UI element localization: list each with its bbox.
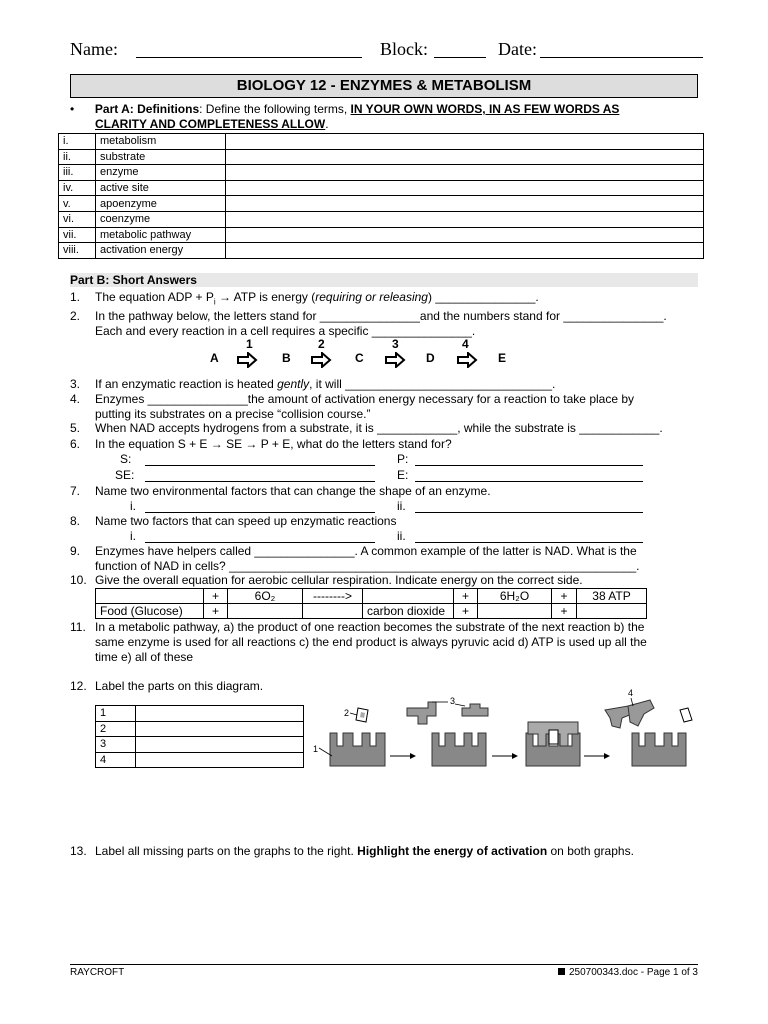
equation-cell[interactable] — [96, 589, 204, 604]
diagram-label-2: 2 — [344, 708, 350, 718]
question-4: 4. Enzymes _______________the amount of activation energy necessary for a reaction to take place by putting its substrates on a precise “collision course.” — [70, 392, 635, 421]
part-b-heading: Part B: Short Answers — [70, 273, 698, 287]
term-number: vi. — [59, 211, 96, 227]
block-field[interactable] — [434, 57, 486, 58]
s-answer-line[interactable] — [145, 465, 375, 466]
p-answer-line[interactable] — [415, 465, 643, 466]
diagram-label-3: 3 — [450, 696, 456, 706]
pathway-letter-c: C — [355, 351, 364, 365]
term-number: i. — [59, 134, 96, 150]
pathway-number-2: 2 — [318, 337, 325, 351]
equation-cell: + — [204, 589, 228, 604]
e-label: E: — [397, 468, 409, 482]
part-a-heading: Part A: Definitions — [94, 102, 200, 116]
term-number: viii. — [59, 243, 96, 259]
equation-row-1 — [96, 589, 647, 604]
equation-cell: carbon dioxide — [363, 604, 454, 619]
arrow-icon — [456, 352, 478, 368]
se-answer-line[interactable] — [145, 481, 375, 482]
arrow-icon — [384, 352, 406, 368]
arrow-icon — [310, 352, 332, 368]
equation-cell: 6H₂O — [478, 589, 552, 604]
definition-row — [59, 134, 704, 150]
definition-answer[interactable] — [226, 149, 704, 165]
question-8: 8. Name two factors that can speed up enzymatic reactions — [70, 514, 397, 528]
q8-answer-i[interactable] — [145, 542, 375, 543]
enzyme-shape — [330, 733, 385, 766]
equation-cell: Food (Glucose) — [96, 604, 204, 619]
question-13: 13. Label all missing parts on the graphs to the right. Highlight the energy of activation on both graphs. — [70, 844, 634, 858]
p-label: P: — [397, 452, 409, 466]
term-number: vii. — [59, 227, 96, 243]
definition-answer[interactable] — [226, 211, 704, 227]
term-name: metabolism — [96, 134, 226, 150]
question-6: 6. In the equation S + E → SE → P + E, what do the letters stand for? — [70, 437, 452, 451]
term-name: substrate — [96, 149, 226, 165]
equation-cell: --------> — [303, 589, 363, 604]
q7-label-i: i. — [130, 499, 136, 513]
equation-row-2 — [96, 604, 647, 619]
label-number: 2 — [96, 721, 136, 737]
document-icon — [558, 968, 565, 975]
q7-answer-i[interactable] — [145, 512, 375, 513]
term-number: iv. — [59, 180, 96, 196]
equation-cell[interactable] — [228, 604, 303, 619]
definition-answer[interactable] — [226, 134, 704, 150]
definitions-table — [58, 133, 704, 259]
definition-row — [59, 243, 704, 259]
question-9: 9. Enzymes have helpers called _______________. A common example of the latter is NAD. What is the function of NAD in cells? _____________________________________________________________. — [70, 544, 640, 573]
s-label: S: — [120, 452, 132, 466]
label-number: 4 — [96, 752, 136, 768]
term-name: enzyme — [96, 165, 226, 181]
question-10: 10. Give the overall equation for aerobic cellular respiration. Indicate energy on the correct side. — [70, 573, 583, 587]
label-number: 3 — [96, 737, 136, 753]
term-name: active site — [96, 180, 226, 196]
block-label: Block: — [380, 39, 428, 59]
respiration-equation-table — [95, 588, 647, 619]
pathway-number-4: 4 — [462, 337, 469, 351]
equation-cell — [303, 604, 363, 619]
equation-cell: + — [454, 589, 478, 604]
equation-cell: + — [204, 604, 228, 619]
part-a-instructions: • Part A: Definitions: Define the following terms, IN YOUR OWN WORDS, IN AS FEW WORDS AS — [70, 102, 620, 116]
term-name: metabolic pathway — [96, 227, 226, 243]
term-name: apoenzyme — [96, 196, 226, 212]
equation-cell: + — [552, 589, 577, 604]
definition-answer[interactable] — [226, 227, 704, 243]
pathway-letter-e: E — [498, 351, 507, 365]
definition-row — [59, 149, 704, 165]
definition-answer[interactable] — [226, 243, 704, 259]
definition-answer[interactable] — [226, 180, 704, 196]
label-answer[interactable] — [136, 721, 304, 737]
name-label: Name: — [70, 39, 118, 59]
q8-answer-ii[interactable] — [415, 542, 643, 543]
footer-author: RAYCROFT — [70, 967, 125, 978]
definition-row — [59, 165, 704, 181]
e-answer-line[interactable] — [415, 481, 643, 482]
q8-label-i: i. — [130, 529, 136, 543]
name-field[interactable] — [136, 57, 362, 58]
term-name: activation energy — [96, 243, 226, 259]
label-answer[interactable] — [136, 737, 304, 753]
term-number: ii. — [59, 149, 96, 165]
diagram-label-1: 1 — [313, 744, 319, 754]
pathway-number-3: 3 — [392, 337, 399, 351]
question-12: 12. Label the parts on this diagram. — [70, 679, 264, 693]
equation-cell: + — [552, 604, 577, 619]
footer-page-info: 250700343.doc - Page 1 of 3 — [558, 967, 698, 978]
pathway-number-1: 1 — [246, 337, 253, 351]
q7-label-ii: ii. — [397, 499, 406, 513]
q8-label-ii: ii. — [397, 529, 406, 543]
term-name: coenzyme — [96, 211, 226, 227]
definition-row — [59, 227, 704, 243]
equation-cell[interactable] — [478, 604, 552, 619]
arrow-icon — [236, 352, 258, 368]
question-11: 11. In a metabolic pathway, a) the product of one reaction becomes the substrate of the next reaction b) the same enzyme is used for all reactions c) the end product is always pyruvic acid d) ATP is used up all the time e) all of these — [70, 620, 647, 664]
equation-cell[interactable] — [363, 589, 454, 604]
pathway-diagram — [200, 337, 520, 377]
enzyme-substrate-diagram — [310, 688, 700, 778]
question-2: 2. In the pathway below, the letters stand for _______________and the numbers stand for _______________. Each and every reaction in a cell requires a specific _______________. — [70, 309, 667, 338]
part-a-instructions-cont: CLARITY AND COMPLETENESS ALLOW. — [95, 117, 329, 131]
diagram-label-4: 4 — [628, 688, 634, 698]
question-3: 3. If an enzymatic reaction is heated gently, it will _______________________________. — [70, 377, 556, 391]
definition-row — [59, 196, 704, 212]
label-table — [95, 705, 304, 768]
date-label: Date: — [498, 39, 537, 59]
definition-row — [59, 180, 704, 196]
equation-cell: + — [454, 604, 478, 619]
label-number: 1 — [96, 706, 136, 722]
label-answer[interactable] — [136, 706, 304, 722]
bullet: • — [70, 102, 75, 116]
pathway-letter-b: B — [282, 351, 291, 365]
date-field[interactable] — [540, 57, 703, 58]
worksheet-title: BIOLOGY 12 - ENZYMES & METABOLISM — [70, 74, 698, 98]
question-1: 1. The equation ADP + $P_i$ → ATP is energy (requiring or releasing) _______________. — [70, 290, 539, 307]
se-label: SE: — [115, 468, 135, 482]
pathway-letter-d: D — [426, 351, 435, 365]
label-answer[interactable] — [136, 752, 304, 768]
pathway-letter-a: A — [210, 351, 219, 365]
header — [70, 37, 710, 63]
definition-row — [59, 211, 704, 227]
definition-answer[interactable] — [226, 165, 704, 181]
q7-answer-ii[interactable] — [415, 512, 643, 513]
substrate-shape — [356, 708, 368, 722]
equation-cell: 38 ATP — [577, 589, 647, 604]
equation-cell[interactable] — [577, 604, 647, 619]
question-5: 5. When NAD accepts hydrogens from a substrate, it is ____________, while the substrate is ____________. — [70, 421, 663, 435]
question-7: 7. Name two environmental factors that can change the shape of an enzyme. — [70, 484, 491, 498]
page-footer — [70, 964, 698, 978]
term-number: iii. — [59, 165, 96, 181]
equation-cell: 6O₂ — [228, 589, 303, 604]
definition-answer[interactable] — [226, 196, 704, 212]
term-number: v. — [59, 196, 96, 212]
